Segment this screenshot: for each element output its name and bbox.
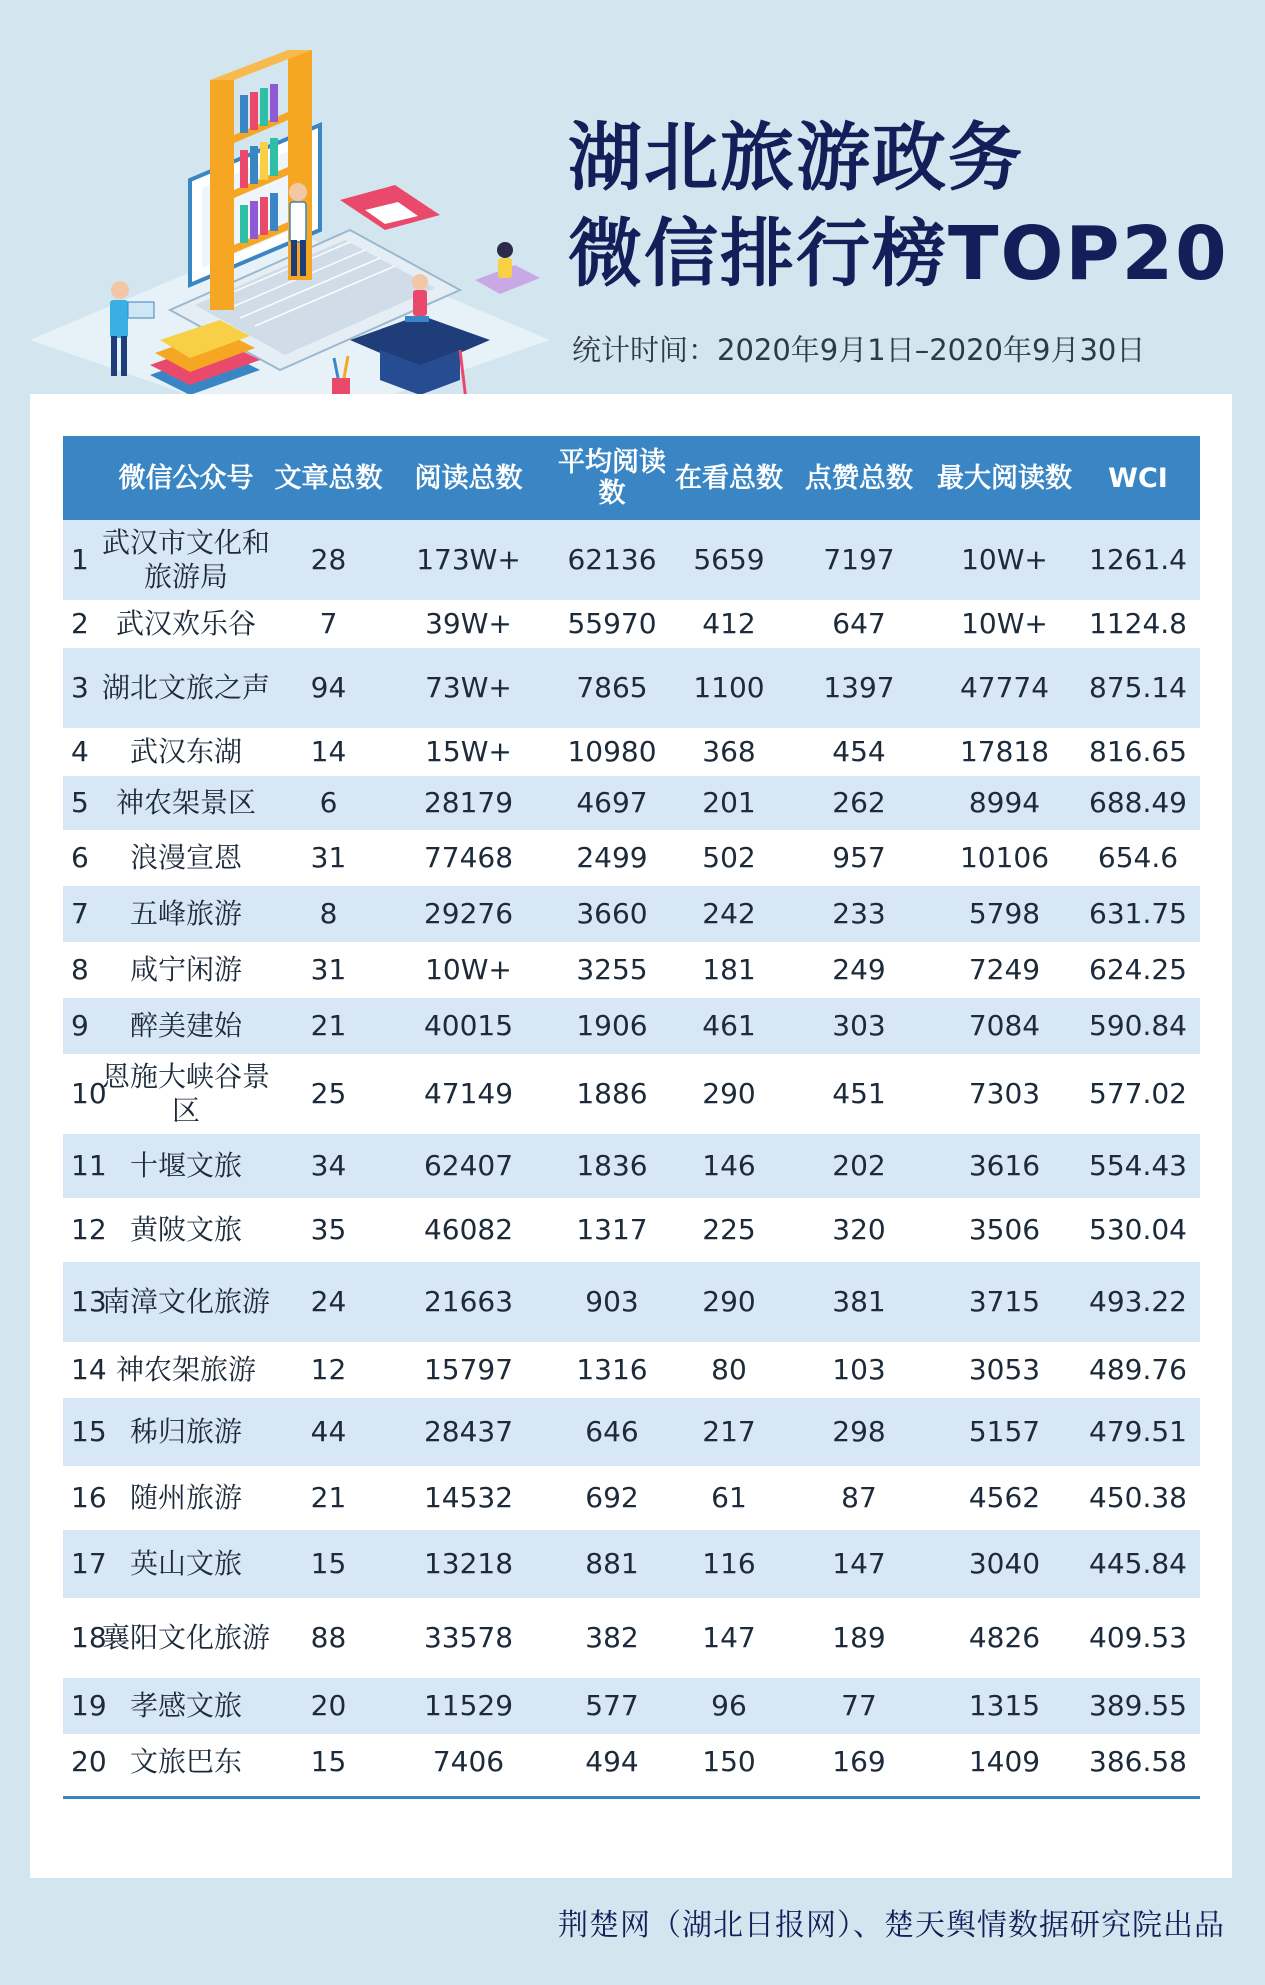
- header-illustration: [20, 40, 560, 430]
- max-reads-cell: 17818: [959, 735, 1050, 768]
- articles-cell: 34: [310, 1149, 347, 1182]
- avg-reads-cell: 692: [585, 1481, 639, 1514]
- rank-cell: 12: [71, 1213, 107, 1246]
- header-account: 微信公众号: [118, 462, 254, 494]
- rank-cell: 18: [71, 1621, 107, 1654]
- account-name-cell: 武汉东湖: [129, 735, 242, 768]
- max-reads-cell: 3715: [968, 1285, 1041, 1318]
- reads-cell: 28437: [423, 1415, 514, 1448]
- likes-cell: 303: [832, 1009, 886, 1042]
- max-reads-cell: 5157: [968, 1415, 1041, 1448]
- looking-cell: 242: [702, 897, 756, 930]
- open-book-icon: [340, 185, 440, 230]
- wci-cell: 479.51: [1089, 1415, 1187, 1448]
- wci-cell: 816.65: [1089, 735, 1187, 768]
- avg-reads-cell: 494: [585, 1745, 639, 1778]
- table-row: [63, 1466, 1200, 1530]
- account-name-cell: 南漳文化旅游: [101, 1285, 270, 1318]
- wci-cell: 450.38: [1089, 1481, 1187, 1514]
- account-name-cell: 英山文旅: [129, 1547, 242, 1580]
- max-reads-cell: 4826: [968, 1621, 1041, 1654]
- table-row: [63, 942, 1200, 998]
- reads-cell: 21663: [423, 1285, 514, 1318]
- max-reads-cell: 4562: [968, 1481, 1041, 1514]
- articles-cell: 94: [310, 671, 347, 704]
- articles-cell: 35: [310, 1213, 347, 1246]
- articles-cell: 8: [319, 897, 338, 930]
- max-reads-cell: 7249: [968, 953, 1041, 986]
- likes-cell: 202: [832, 1149, 886, 1182]
- rank-cell: 1: [71, 543, 89, 576]
- avg-reads-cell: 1317: [576, 1213, 648, 1246]
- reads-cell: 77468: [423, 841, 514, 874]
- wci-cell: 389.55: [1089, 1689, 1187, 1722]
- likes-cell: 169: [832, 1745, 886, 1778]
- rank-cell: 11: [71, 1149, 107, 1182]
- looking-cell: 461: [702, 1009, 756, 1042]
- account-name-cell: 神农架旅游: [115, 1353, 256, 1386]
- wci-cell: 493.22: [1089, 1285, 1187, 1318]
- rank-cell: 3: [71, 671, 89, 704]
- table-row: [63, 600, 1200, 648]
- reads-cell: 29276: [423, 897, 514, 930]
- wci-cell: 1124.8: [1089, 607, 1187, 640]
- wci-cell: 386.58: [1089, 1745, 1187, 1778]
- account-name-cell: 武汉市文化和旅游局: [101, 526, 270, 593]
- avg-reads-cell: 10980: [567, 735, 657, 768]
- likes-cell: 647: [832, 607, 886, 640]
- wci-cell: 1261.4: [1089, 543, 1187, 576]
- table-header: [63, 436, 1200, 520]
- articles-cell: 28: [310, 543, 347, 576]
- rank-cell: 6: [71, 841, 89, 874]
- account-name-cell: 武汉欢乐谷: [115, 607, 256, 640]
- table-row: [63, 830, 1200, 886]
- avg-reads-cell: 382: [585, 1621, 639, 1654]
- tablet-person-icon: [475, 242, 540, 294]
- reads-cell: 7406: [432, 1745, 505, 1778]
- max-reads-cell: 7303: [968, 1077, 1041, 1110]
- likes-cell: 381: [832, 1285, 886, 1318]
- looking-cell: 412: [702, 607, 756, 640]
- rank-cell: 2: [71, 607, 89, 640]
- articles-cell: 12: [310, 1353, 347, 1386]
- avg-reads-cell: 1316: [576, 1353, 648, 1386]
- table-row: [63, 1342, 1200, 1398]
- wci-cell: 624.25: [1089, 953, 1187, 986]
- reads-cell: 13218: [423, 1547, 514, 1580]
- rank-cell: 9: [71, 1009, 89, 1042]
- looking-cell: 80: [711, 1353, 747, 1386]
- reads-cell: 10W+: [425, 953, 512, 986]
- account-name-cell: 黄陂文旅: [129, 1213, 242, 1246]
- table-row: [63, 1054, 1200, 1134]
- avg-reads-cell: 577: [585, 1689, 639, 1722]
- table-row: [63, 1598, 1200, 1678]
- articles-cell: 20: [310, 1689, 347, 1722]
- account-name-cell: 神农架景区: [115, 786, 256, 819]
- articles-cell: 25: [310, 1077, 347, 1110]
- max-reads-cell: 3053: [968, 1353, 1041, 1386]
- rank-cell: 20: [71, 1745, 107, 1778]
- avg-reads-cell: 881: [585, 1547, 639, 1580]
- likes-cell: 189: [832, 1621, 886, 1654]
- reads-cell: 11529: [423, 1689, 514, 1722]
- table-row: [63, 1734, 1200, 1790]
- avg-reads-cell: 1906: [576, 1009, 648, 1042]
- table-row: [63, 998, 1200, 1054]
- reads-cell: 173W+: [416, 543, 521, 576]
- account-name-cell: 五峰旅游: [129, 897, 242, 930]
- articles-cell: 31: [310, 953, 347, 986]
- max-reads-cell: 3506: [968, 1213, 1041, 1246]
- wci-cell: 631.75: [1089, 897, 1187, 930]
- wci-cell: 875.14: [1089, 671, 1187, 704]
- table-row: [63, 728, 1200, 776]
- likes-cell: 103: [832, 1353, 886, 1386]
- articles-cell: 88: [310, 1621, 347, 1654]
- table-row: [63, 1262, 1200, 1342]
- table-row: [63, 886, 1200, 942]
- articles-cell: 15: [310, 1745, 347, 1778]
- looking-cell: 150: [702, 1745, 756, 1778]
- account-name-cell: 秭归旅游: [129, 1415, 242, 1448]
- max-reads-cell: 5798: [968, 897, 1041, 930]
- articles-cell: 31: [310, 841, 347, 874]
- reads-cell: 14532: [423, 1481, 514, 1514]
- max-reads-cell: 3040: [968, 1547, 1041, 1580]
- account-name-cell: 咸宁闲游: [129, 953, 242, 986]
- articles-cell: 14: [310, 735, 347, 768]
- avg-reads-cell: 4697: [576, 786, 648, 819]
- likes-cell: 147: [832, 1547, 886, 1580]
- looking-cell: 1100: [693, 671, 765, 704]
- likes-cell: 262: [832, 786, 886, 819]
- statistics-period: 统计时间：2020年9月1日–2020年9月30日: [572, 333, 1146, 367]
- table-row: [63, 776, 1200, 830]
- max-reads-cell: 10106: [959, 841, 1050, 874]
- rank-cell: 14: [71, 1353, 107, 1386]
- looking-cell: 5659: [693, 543, 765, 576]
- ranking-table: [63, 436, 1200, 1799]
- avg-reads-cell: 62136: [567, 543, 657, 576]
- table-row: [63, 648, 1200, 728]
- rank-cell: 15: [71, 1415, 107, 1448]
- avg-reads-cell: 3660: [576, 897, 648, 930]
- max-reads-cell: 10W+: [961, 607, 1048, 640]
- likes-cell: 233: [832, 897, 886, 930]
- reads-cell: 39W+: [425, 607, 512, 640]
- rank-cell: 19: [71, 1689, 107, 1722]
- max-reads-cell: 1315: [968, 1689, 1041, 1722]
- rank-cell: 17: [71, 1547, 107, 1580]
- account-name-cell: 浪漫宣恩: [129, 841, 242, 874]
- avg-reads-cell: 3255: [576, 953, 648, 986]
- account-name-cell: 恩施大峡谷景区: [101, 1060, 270, 1127]
- table-row: [63, 1198, 1200, 1262]
- wci-cell: 688.49: [1089, 786, 1187, 819]
- looking-cell: 116: [702, 1547, 756, 1580]
- looking-cell: 96: [711, 1689, 747, 1722]
- rank-cell: 13: [71, 1285, 107, 1318]
- articles-cell: 6: [319, 786, 338, 819]
- account-name-cell: 文旅巴东: [129, 1745, 242, 1778]
- articles-cell: 21: [310, 1481, 347, 1514]
- table-bottom-rule: [63, 1796, 1200, 1799]
- max-reads-cell: 7084: [968, 1009, 1041, 1042]
- articles-cell: 7: [319, 607, 338, 640]
- likes-cell: 454: [832, 735, 886, 768]
- reads-cell: 62407: [423, 1149, 514, 1182]
- likes-cell: 298: [832, 1415, 886, 1448]
- account-name-cell: 襄阳文化旅游: [101, 1621, 270, 1654]
- looking-cell: 201: [702, 786, 756, 819]
- reads-cell: 28179: [423, 786, 514, 819]
- likes-cell: 957: [832, 841, 886, 874]
- footer-credit: 荆楚网（湖北日报网）、楚天舆情数据研究院出品: [558, 1908, 1225, 1943]
- avg-reads-cell: 1836: [576, 1149, 648, 1182]
- header-rank: [63, 436, 101, 520]
- table-row: [63, 1398, 1200, 1466]
- max-reads-cell: 3616: [968, 1149, 1041, 1182]
- wci-cell: 554.43: [1089, 1149, 1187, 1182]
- table-row: [63, 1134, 1200, 1198]
- looking-cell: 61: [711, 1481, 747, 1514]
- table-row: [63, 520, 1200, 600]
- likes-cell: 7197: [823, 543, 895, 576]
- account-name-cell: 孝感文旅: [129, 1689, 242, 1722]
- looking-cell: 217: [702, 1415, 756, 1448]
- articles-cell: 15: [310, 1547, 347, 1580]
- looking-cell: 181: [702, 953, 756, 986]
- avg-reads-cell: 903: [585, 1285, 639, 1318]
- likes-cell: 249: [832, 953, 886, 986]
- header-max-reads: 最大阅读数: [937, 462, 1072, 494]
- account-name-cell: 随州旅游: [129, 1481, 242, 1514]
- header-wci: WCI: [1108, 462, 1168, 494]
- looking-cell: 290: [702, 1285, 756, 1318]
- reads-cell: 40015: [423, 1009, 514, 1042]
- reads-cell: 33578: [423, 1621, 514, 1654]
- rank-cell: 7: [71, 897, 89, 930]
- wci-cell: 409.53: [1089, 1621, 1187, 1654]
- table-body: [63, 520, 1200, 1790]
- account-name-cell: 醉美建始: [129, 1009, 242, 1042]
- looking-cell: 147: [702, 1621, 756, 1654]
- rank-cell: 8: [71, 953, 89, 986]
- title-line-1: 湖北旅游政务: [568, 115, 1024, 201]
- title-block: [568, 110, 1248, 302]
- max-reads-cell: 8994: [968, 786, 1041, 819]
- looking-cell: 502: [702, 841, 756, 874]
- header-articles: 文章总数: [274, 462, 383, 494]
- avg-reads-cell: 55970: [567, 607, 657, 640]
- table-row: [63, 1678, 1200, 1734]
- looking-cell: 225: [702, 1213, 756, 1246]
- wci-cell: 577.02: [1089, 1077, 1187, 1110]
- account-name-cell: 十堰文旅: [129, 1149, 242, 1182]
- likes-cell: 77: [841, 1689, 877, 1722]
- wci-cell: 445.84: [1089, 1547, 1187, 1580]
- header-likes: 点赞总数: [805, 462, 913, 494]
- rank-cell: 16: [71, 1481, 107, 1514]
- looking-cell: 146: [702, 1149, 756, 1182]
- likes-cell: 1397: [823, 671, 895, 704]
- reads-cell: 15797: [423, 1353, 514, 1386]
- wci-cell: 590.84: [1089, 1009, 1187, 1042]
- wci-cell: 654.6: [1097, 841, 1179, 874]
- avg-reads-cell: 1886: [576, 1077, 648, 1110]
- articles-cell: 44: [310, 1415, 347, 1448]
- reads-cell: 73W+: [425, 671, 512, 704]
- ranking-card: [30, 394, 1232, 1878]
- max-reads-cell: 47774: [959, 671, 1050, 704]
- avg-reads-cell: 7865: [576, 671, 648, 704]
- reads-cell: 15W+: [425, 735, 512, 768]
- wci-cell: 530.04: [1089, 1213, 1187, 1246]
- avg-reads-cell: 2499: [576, 841, 648, 874]
- reads-cell: 47149: [423, 1077, 514, 1110]
- header-looking: 在看总数: [675, 462, 783, 494]
- rank-cell: 5: [71, 786, 89, 819]
- table-row: [63, 1530, 1200, 1598]
- likes-cell: 451: [832, 1077, 886, 1110]
- rank-cell: 10: [71, 1077, 107, 1110]
- likes-cell: 320: [832, 1213, 886, 1246]
- max-reads-cell: 1409: [968, 1745, 1041, 1778]
- looking-cell: 368: [702, 735, 756, 768]
- rank-cell: 4: [71, 735, 89, 768]
- articles-cell: 24: [310, 1285, 347, 1318]
- articles-cell: 21: [310, 1009, 347, 1042]
- header-avg-reads: 平均阅读数: [558, 447, 666, 509]
- header-reads: 阅读总数: [414, 462, 523, 494]
- reads-cell: 46082: [423, 1213, 514, 1246]
- likes-cell: 87: [841, 1481, 877, 1514]
- max-reads-cell: 10W+: [961, 543, 1048, 576]
- wci-cell: 489.76: [1089, 1353, 1187, 1386]
- avg-reads-cell: 646: [585, 1415, 639, 1448]
- looking-cell: 290: [702, 1077, 756, 1110]
- title-line-2: 微信排行榜TOP20: [568, 211, 1229, 297]
- account-name-cell: 湖北文旅之声: [101, 671, 270, 704]
